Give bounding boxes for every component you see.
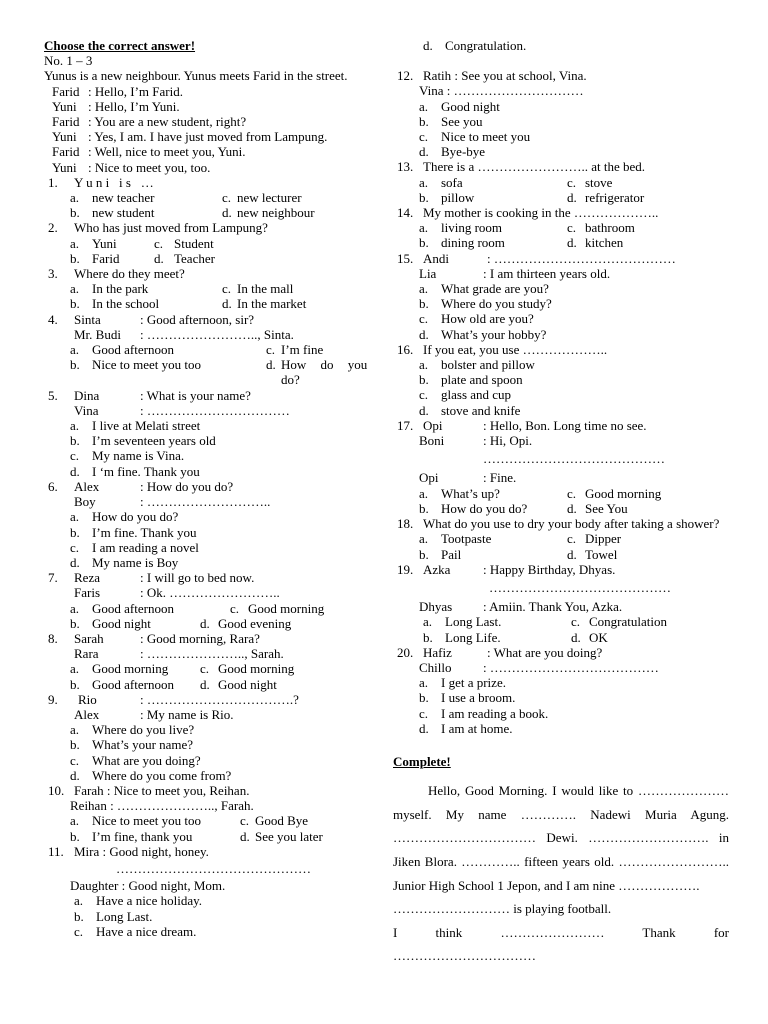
option-text: Good Bye bbox=[255, 813, 309, 829]
option-letter: d. bbox=[423, 38, 433, 53]
speaker: Azka bbox=[423, 561, 451, 577]
question-11-option-d bbox=[393, 38, 729, 53]
option-letter: c. bbox=[571, 614, 581, 630]
line: Ratih : See you at school, Vina. bbox=[423, 68, 587, 84]
option-text: dining room bbox=[441, 235, 505, 251]
option-text: I ‘m fine. Thank you bbox=[92, 463, 200, 479]
option-text: What’s your name? bbox=[92, 737, 194, 753]
question-number: 7. bbox=[48, 570, 58, 586]
line: Vina : ………………………… bbox=[419, 83, 584, 99]
option-letter: a. bbox=[419, 281, 429, 297]
line: : ……………………….. bbox=[140, 494, 271, 510]
option-text: bathroom bbox=[585, 220, 635, 236]
question-number: 2. bbox=[48, 220, 58, 236]
line: : I am thirteen years old. bbox=[483, 265, 611, 281]
question-6 bbox=[44, 479, 376, 570]
option-letter: c. bbox=[567, 485, 577, 501]
option-text: I am at home. bbox=[441, 720, 513, 736]
option-text: Where do you live? bbox=[92, 722, 195, 738]
option-text: Congratulation bbox=[589, 614, 667, 630]
option-text: Have a nice holiday. bbox=[96, 893, 202, 909]
option-letter: b. bbox=[419, 500, 429, 516]
option-letter: a. bbox=[74, 893, 84, 909]
option-text: I get a prize. bbox=[441, 675, 506, 691]
option-letter: c. bbox=[567, 174, 577, 190]
option-letter: b. bbox=[423, 629, 433, 645]
option-letter: b. bbox=[70, 737, 80, 753]
option-text: Have a nice dream. bbox=[96, 923, 197, 939]
option-letter: b. bbox=[419, 690, 429, 706]
dialog bbox=[44, 84, 376, 175]
option-text: Good morning bbox=[248, 600, 325, 616]
question-4 bbox=[44, 312, 376, 388]
option-text: pillow bbox=[441, 189, 475, 205]
option-letter: a. bbox=[70, 342, 80, 358]
option-letter: d. bbox=[70, 554, 80, 570]
complete-line: ……………………… is playing football. bbox=[393, 901, 612, 917]
option-letter: c. bbox=[567, 220, 577, 236]
option-text: I am reading a book. bbox=[441, 705, 549, 721]
option-text: Good morning bbox=[92, 661, 169, 677]
line: : Hello, Bon. Long time no see. bbox=[483, 417, 647, 433]
speaker: Chillo bbox=[419, 659, 452, 675]
option-letter: c. bbox=[230, 600, 240, 616]
question-7 bbox=[44, 570, 376, 631]
option-letter: a. bbox=[423, 614, 433, 630]
line: : What are you doing? bbox=[487, 644, 603, 660]
speaker: Yuni bbox=[52, 98, 77, 114]
option-text: Good morning bbox=[218, 661, 295, 677]
line: : Nice to meet you, too. bbox=[88, 159, 211, 175]
option-letter: a. bbox=[419, 357, 429, 373]
speaker: Sinta bbox=[74, 311, 101, 327]
question-text: There is a …………………….. at the bed. bbox=[423, 159, 646, 175]
question-5 bbox=[44, 388, 376, 479]
question-text: Y u n i i s … bbox=[74, 174, 154, 190]
option-text: sofa bbox=[441, 174, 463, 190]
option-letter: d. bbox=[571, 629, 581, 645]
question-3 bbox=[44, 266, 376, 312]
option-letter: d. bbox=[419, 720, 429, 736]
line: : Amiin. Thank You, Azka. bbox=[483, 599, 623, 615]
question-text: What do you use to dry your body after taking a shower? bbox=[423, 516, 720, 532]
question-number: 15. bbox=[397, 250, 414, 266]
option-text: Towel bbox=[585, 546, 618, 562]
question-number: 14. bbox=[397, 205, 414, 221]
speaker: Rara bbox=[74, 646, 99, 662]
option-letter: d. bbox=[70, 463, 80, 479]
line: : Well, nice to meet you, Yuni. bbox=[88, 144, 246, 160]
option-letter: a. bbox=[70, 281, 80, 297]
option-letter: d. bbox=[70, 767, 80, 783]
option-letter: a. bbox=[419, 98, 429, 114]
right-column bbox=[393, 38, 729, 968]
complete-paragraph: Hello, Good Morning. I would like to ………………… myself. My name …………. Nadewi Muria Agung. …………………………… Dewi. ………………………. in Jiken Blora. ………….. fifteen years old. …………………….. Junior High School 1 Jepon, and I am nine ………………. bbox=[393, 783, 729, 893]
option-letter: d. bbox=[222, 205, 232, 221]
option-letter: b. bbox=[70, 615, 80, 631]
option-text: Good afternoon bbox=[92, 676, 174, 692]
speaker: Farid bbox=[52, 144, 80, 160]
option-letter: a. bbox=[70, 418, 80, 434]
speaker: Rio bbox=[78, 691, 97, 707]
question-number: 1. bbox=[48, 174, 58, 190]
question-8 bbox=[44, 631, 376, 692]
option-letter: c. bbox=[222, 190, 232, 206]
speaker: Reza bbox=[74, 570, 100, 586]
question-number: 13. bbox=[397, 159, 414, 175]
complete-section bbox=[393, 736, 729, 968]
option-text: Good afternoon bbox=[92, 600, 174, 616]
option-letter: d. bbox=[567, 546, 577, 562]
option-text: What grade are you? bbox=[441, 281, 549, 297]
question-19 bbox=[393, 562, 729, 645]
line: : How do you do? bbox=[140, 478, 234, 494]
option-letter: a. bbox=[70, 813, 80, 829]
option-text: What’s up? bbox=[441, 485, 500, 501]
question-11 bbox=[44, 844, 376, 939]
option-letter: c. bbox=[419, 311, 429, 327]
option-text: Good night bbox=[218, 676, 277, 692]
line: : …………………….., Sinta. bbox=[140, 326, 294, 342]
option-text: See You bbox=[585, 500, 628, 516]
speaker: Mr. Budi bbox=[74, 326, 121, 342]
line: : …………………………….? bbox=[140, 691, 299, 707]
question-9 bbox=[44, 692, 376, 783]
question-20 bbox=[393, 645, 729, 736]
line: Mira : Good night, honey. bbox=[74, 843, 209, 859]
option-text: OK bbox=[589, 629, 608, 645]
line: : Hi, Opi. bbox=[483, 433, 533, 449]
speaker: Faris bbox=[74, 585, 100, 601]
option-text: Where do you come from? bbox=[92, 767, 232, 783]
option-text: See you bbox=[441, 113, 483, 129]
option-text: Farid bbox=[92, 250, 120, 266]
option-letter: c. bbox=[200, 661, 210, 677]
option-text: Good morning bbox=[585, 485, 662, 501]
line: Reihan : ………………….., Farah. bbox=[70, 798, 254, 814]
question-number: 19. bbox=[397, 561, 414, 577]
option-letter: c. bbox=[240, 813, 250, 829]
line: : Ok. …………………….. bbox=[140, 585, 280, 601]
option-text: stove bbox=[585, 174, 613, 190]
option-text: Good night bbox=[92, 615, 151, 631]
question-number: 8. bbox=[48, 630, 58, 646]
option-letter: c. bbox=[70, 448, 80, 464]
intro-text: Yunus is a new neighbour. Yunus meets Farid in the street. bbox=[44, 68, 348, 84]
option-letter: d. bbox=[200, 676, 210, 692]
option-letter: b. bbox=[70, 250, 80, 266]
question-10 bbox=[44, 783, 376, 844]
section-heading: Choose the correct answer! bbox=[44, 38, 196, 53]
complete-heading: Complete! bbox=[393, 753, 451, 769]
line: Farah : Nice to meet you, Reihan. bbox=[74, 782, 250, 798]
option-text: See you later bbox=[255, 828, 323, 844]
option-text: I’m fine, thank you bbox=[92, 828, 193, 844]
question-17 bbox=[393, 418, 729, 516]
question-number: 5. bbox=[48, 387, 58, 403]
option-letter: d. bbox=[567, 235, 577, 251]
option-text: I am reading a novel bbox=[92, 539, 199, 555]
speaker: Andi bbox=[423, 250, 449, 266]
line: : …………………………………… bbox=[487, 250, 676, 266]
option-letter: d. bbox=[154, 250, 164, 266]
left-column bbox=[44, 38, 376, 939]
option-letter: d. bbox=[567, 189, 577, 205]
speaker: Lia bbox=[419, 265, 437, 281]
option-text: Nice to meet you too bbox=[92, 357, 202, 373]
option-letter: d. bbox=[240, 828, 250, 844]
speaker: Yuni bbox=[52, 129, 77, 145]
question-text: My mother is cooking in the ……………….. bbox=[423, 205, 659, 221]
option-text: I live at Melati street bbox=[92, 418, 201, 434]
answer-blank: ……………………………………… bbox=[116, 860, 311, 876]
option-text: How old are you? bbox=[441, 311, 534, 327]
option-letter: b. bbox=[70, 296, 80, 312]
option-text: Congratulation. bbox=[445, 38, 527, 53]
option-text: Dipper bbox=[585, 531, 622, 547]
question-number: 18. bbox=[397, 516, 414, 532]
option-letter: c. bbox=[419, 129, 429, 145]
option-letter: b. bbox=[70, 676, 80, 692]
option-letter: b. bbox=[419, 235, 429, 251]
option-letter: a. bbox=[419, 675, 429, 691]
question-2 bbox=[44, 220, 376, 266]
option-text: How do you do? bbox=[92, 509, 179, 525]
option-letter: b. bbox=[70, 524, 80, 540]
option-text: How do you do? bbox=[281, 357, 368, 388]
option-letter: c. bbox=[567, 531, 577, 547]
option-text: Pail bbox=[441, 546, 462, 562]
option-text: Long Last. bbox=[445, 614, 502, 630]
line: : ………………………………… bbox=[483, 659, 659, 675]
option-letter: b. bbox=[419, 296, 429, 312]
line: : Hello, I’m Yuni. bbox=[88, 98, 180, 114]
option-text: plate and spoon bbox=[441, 372, 523, 388]
speaker: Farid bbox=[52, 83, 80, 99]
line: : ………………….., Sarah. bbox=[140, 646, 284, 662]
option-letter: d. bbox=[419, 144, 429, 160]
option-letter: d. bbox=[266, 357, 276, 373]
option-letter: c. bbox=[70, 539, 80, 555]
question-14 bbox=[393, 205, 729, 251]
option-text: living room bbox=[441, 220, 503, 236]
question-number: 11. bbox=[48, 843, 64, 859]
option-letter: c. bbox=[222, 281, 232, 297]
question-13 bbox=[393, 159, 729, 205]
option-letter: b. bbox=[419, 189, 429, 205]
option-letter: a. bbox=[70, 235, 80, 251]
option-letter: b. bbox=[70, 357, 80, 373]
question-number: 10. bbox=[48, 782, 65, 798]
option-text: Bye-bye bbox=[441, 144, 486, 160]
speaker: Boni bbox=[419, 433, 445, 449]
option-letter: c. bbox=[74, 923, 84, 939]
question-number: 3. bbox=[48, 266, 58, 282]
question-number: 9. bbox=[48, 691, 58, 707]
option-text: My name is Boy bbox=[92, 554, 179, 570]
speaker: Dhyas bbox=[419, 599, 453, 615]
option-letter: d. bbox=[200, 615, 210, 631]
option-letter: b. bbox=[419, 372, 429, 388]
option-text: I’m seventeen years old bbox=[92, 433, 216, 449]
line: Daughter : Good night, Mom. bbox=[70, 878, 226, 894]
line: : You are a new student, right? bbox=[88, 114, 247, 130]
option-text: Good afternoon bbox=[92, 342, 174, 358]
option-text: How do you do? bbox=[441, 500, 528, 516]
line: : I will go to bed now. bbox=[140, 570, 255, 586]
option-letter: a. bbox=[419, 485, 429, 501]
question-number: 4. bbox=[48, 311, 58, 327]
question-text: Who has just moved from Lampung? bbox=[74, 220, 268, 236]
option-letter: b. bbox=[70, 828, 80, 844]
speaker: Hafiz bbox=[423, 644, 452, 660]
speaker: Alex bbox=[74, 478, 100, 494]
question-text: Where do they meet? bbox=[74, 266, 185, 282]
question-number: 6. bbox=[48, 478, 58, 494]
option-text: In the school bbox=[92, 296, 160, 312]
option-letter: c. bbox=[266, 342, 276, 358]
option-letter: c. bbox=[419, 705, 429, 721]
line: : What is your name? bbox=[140, 387, 251, 403]
question-number: 16. bbox=[397, 341, 414, 357]
option-text: What are you doing? bbox=[92, 752, 201, 768]
option-letter: d. bbox=[419, 402, 429, 418]
question-number: 12. bbox=[397, 68, 414, 84]
option-letter: c. bbox=[154, 235, 164, 251]
speaker: Sarah bbox=[74, 630, 104, 646]
option-letter: b. bbox=[74, 908, 84, 924]
speaker: Farid bbox=[52, 114, 80, 130]
line: : Yes, I am. I have just moved from Lampung. bbox=[88, 129, 328, 145]
option-text: Teacher bbox=[174, 250, 215, 266]
line: : Fine. bbox=[483, 470, 517, 486]
option-letter: d. bbox=[567, 500, 577, 516]
line: : Hello, I’m Farid. bbox=[88, 83, 183, 99]
option-text: I’m fine. Thank you bbox=[92, 524, 197, 540]
option-text: refrigerator bbox=[585, 189, 645, 205]
option-text: Long Life. bbox=[445, 629, 501, 645]
question-range: No. 1 – 3 bbox=[44, 53, 93, 69]
option-letter: c. bbox=[419, 387, 429, 403]
line: : …………………………… bbox=[140, 402, 290, 418]
option-text: bolster and pillow bbox=[441, 357, 535, 373]
option-text: Good night bbox=[441, 98, 500, 114]
option-letter: a. bbox=[419, 174, 429, 190]
option-text: glass and cup bbox=[441, 387, 512, 403]
option-letter: b. bbox=[70, 433, 80, 449]
answer-blank: …………………………………… bbox=[489, 579, 671, 595]
option-letter: d. bbox=[419, 326, 429, 342]
speaker: Boy bbox=[74, 494, 96, 510]
option-text: Good evening bbox=[218, 615, 292, 631]
line: : Good morning, Rara? bbox=[140, 630, 260, 646]
option-letter: a. bbox=[70, 190, 80, 206]
complete-line: I think …………………… Thank for …………………………… bbox=[393, 924, 729, 964]
option-text: new student bbox=[92, 205, 155, 221]
option-text: In the market bbox=[237, 296, 307, 312]
question-number: 20. bbox=[397, 644, 414, 660]
option-text: My name is Vina. bbox=[92, 448, 185, 464]
line: : Good afternoon, sir? bbox=[140, 311, 255, 327]
answer-blank: …………………………………… bbox=[483, 451, 665, 467]
speaker: Opi bbox=[419, 470, 439, 486]
speaker: Yuni bbox=[52, 159, 77, 175]
speaker: Alex bbox=[74, 706, 100, 722]
option-letter: a. bbox=[70, 509, 80, 525]
option-text: Student bbox=[174, 235, 214, 251]
option-text: new neighbour bbox=[237, 205, 315, 221]
option-text: In the mall bbox=[237, 281, 294, 297]
question-text: If you eat, you use ……………….. bbox=[423, 341, 608, 357]
speaker: Opi bbox=[423, 417, 443, 433]
option-text: What’s your hobby? bbox=[441, 326, 547, 342]
option-letter: a. bbox=[70, 722, 80, 738]
speaker: Vina bbox=[74, 402, 99, 418]
question-1 bbox=[44, 175, 376, 221]
option-text: Nice to meet you bbox=[441, 129, 531, 145]
speaker: Dina bbox=[74, 387, 100, 403]
option-text: Long Last. bbox=[96, 908, 153, 924]
option-letter: a. bbox=[419, 531, 429, 547]
option-letter: b. bbox=[419, 113, 429, 129]
option-text: Tootpaste bbox=[441, 531, 492, 547]
question-18 bbox=[393, 516, 729, 562]
option-text: new lecturer bbox=[237, 190, 302, 206]
option-text: new teacher bbox=[92, 190, 155, 206]
option-letter: c. bbox=[70, 752, 80, 768]
option-text: Nice to meet you too bbox=[92, 813, 202, 829]
option-text: stove and knife bbox=[441, 402, 521, 418]
option-letter: a. bbox=[70, 600, 80, 616]
question-12 bbox=[393, 68, 729, 159]
line: : Happy Birthday, Dhyas. bbox=[483, 561, 616, 577]
option-text: kitchen bbox=[585, 235, 624, 251]
option-letter: a. bbox=[70, 661, 80, 677]
option-text: I use a broom. bbox=[441, 690, 516, 706]
option-text: In the park bbox=[92, 281, 149, 297]
option-text: Yuni bbox=[92, 235, 117, 251]
option-letter: d. bbox=[222, 296, 232, 312]
question-15 bbox=[393, 251, 729, 342]
option-text: I’m fine bbox=[281, 342, 324, 358]
option-letter: b. bbox=[419, 546, 429, 562]
question-number: 17. bbox=[397, 417, 414, 433]
option-letter: a. bbox=[419, 220, 429, 236]
question-16 bbox=[393, 342, 729, 418]
option-letter: b. bbox=[70, 205, 80, 221]
option-text: Where do you study? bbox=[441, 296, 552, 312]
line: : My name is Rio. bbox=[140, 706, 234, 722]
